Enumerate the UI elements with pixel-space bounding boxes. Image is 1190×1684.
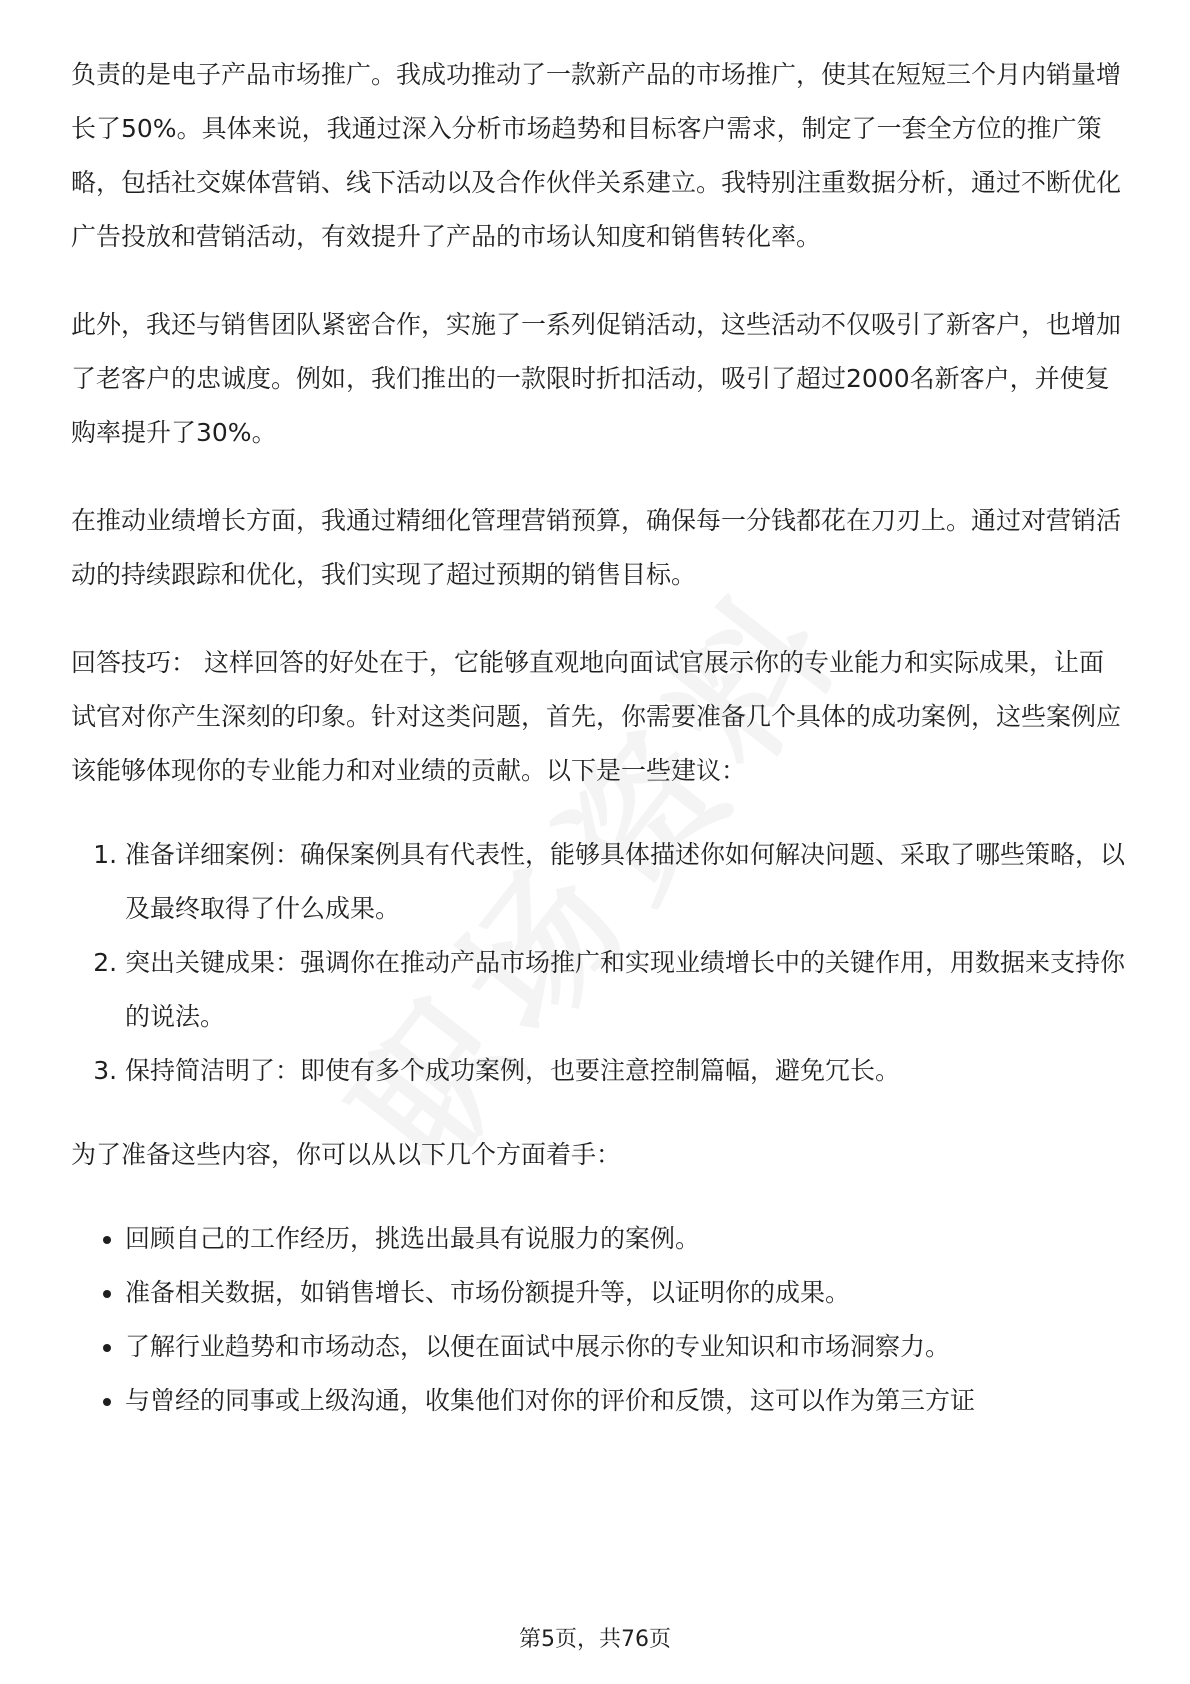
tips-list-item: 1. 准备详细案例：确保案例具有代表性，能够具体描述你如何解决问题、采取了哪些策略，以及最终取得了什么成果。 bbox=[125, 828, 1126, 936]
prep-list-item: • 了解行业趋势和市场动态，以便在面试中展示你的专业知识和市场洞察力。 bbox=[125, 1320, 1126, 1374]
prep-list-item: • 准备相关数据，如销售增长、市场份额提升等，以证明你的成果。 bbox=[125, 1266, 1126, 1320]
tips-list bbox=[71, 828, 1126, 1098]
page-number-footer: 第5页，共76页 bbox=[519, 1627, 671, 1652]
tips-list-item: 3. 保持简洁明了：即使有多个成功案例，也要注意控制篇幅，避免冗长。 bbox=[125, 1044, 1126, 1098]
paragraph-answer-tips: 回答技巧： 这样回答的好处在于，它能够直观地向面试官展示你的专业能力和实际成果，让面试官对你产生深刻的印象。针对这类问题，首先，你需要准备几个具体的成功案例，这些案例应该能够体现你的专业能力和对业绩的贡献。以下是一些建议： bbox=[71, 648, 1122, 785]
paragraph-sales-collaboration: 此外，我还与销售团队紧密合作，实施了一系列促销活动，这些活动不仅吸引了新客户，也增加了老客户的忠诚度。例如，我们推出的一款限时折扣活动，吸引了超过2000名新客户，并使复购率提升了30%。 bbox=[71, 310, 1122, 447]
page-content bbox=[71, 48, 1126, 1458]
tips-list-item: 2. 突出关键成果：强调你在推动产品市场推广和实现业绩增长中的关键作用，用数据来支持你的说法。 bbox=[125, 936, 1126, 1044]
paragraph-growth: 在推动业绩增长方面，我通过精细化管理营销预算，确保每一分钱都花在刀刃上。通过对营销活动的持续跟踪和优化，我们实现了超过预期的销售目标。 bbox=[71, 506, 1122, 589]
paragraph-prep-intro: 为了准备这些内容，你可以从以下几个方面着手： bbox=[71, 1140, 622, 1169]
prep-list bbox=[71, 1212, 1126, 1428]
prep-list-item: • 回顾自己的工作经历，挑选出最具有说服力的案例。 bbox=[125, 1212, 1126, 1266]
paragraph-achievement: 负责的是电子产品市场推广。我成功推动了一款新产品的市场推广，使其在短短三个月内销量增长了50%。具体来说，我通过深入分析市场趋势和目标客户需求，制定了一套全方位的推广策略，包括社交媒体营销、线下活动以及合作伙伴关系建立。我特别注重数据分析，通过不断优化广告投放和营销活动，有效提升了产品的市场认知度和销售转化率。 bbox=[71, 60, 1122, 251]
prep-list-item: • 与曾经的同事或上级沟通，收集他们对你的评价和反馈，这可以作为第三方证 bbox=[125, 1374, 1126, 1428]
